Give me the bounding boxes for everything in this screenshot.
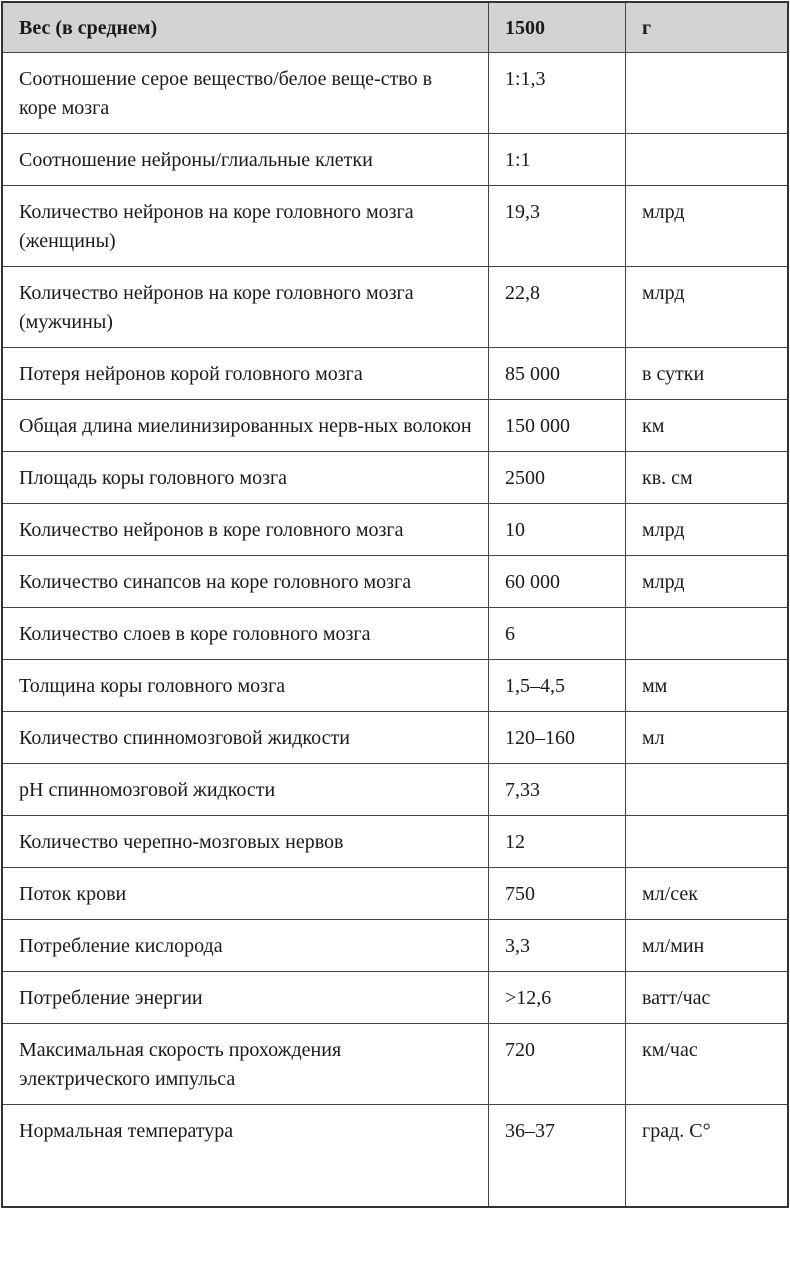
header-unit: г [626, 2, 789, 53]
cell-value: 1:1 [489, 134, 626, 186]
table-row [2, 186, 788, 267]
table-row [2, 1024, 788, 1105]
cell-parameter: Площадь коры головного мозга [2, 452, 489, 504]
cell-parameter: Количество нейронов на коре головного мозга (женщины) [2, 186, 489, 267]
header-parameter: Вес (в среднем) [2, 2, 489, 53]
cell-unit: мм [626, 660, 789, 712]
cell-unit [626, 764, 789, 816]
cell-value: 10 [489, 504, 626, 556]
cell-parameter: Поток крови [2, 868, 489, 920]
cell-parameter: Количество нейронов в коре головного мозга [2, 504, 489, 556]
cell-parameter: Количество слоев в коре головного мозга [2, 608, 489, 660]
cell-unit [626, 816, 789, 868]
cell-parameter: Количество черепно-мозговых нервов [2, 816, 489, 868]
cell-value: >12,6 [489, 972, 626, 1024]
cell-parameter: Нормальная температура [2, 1105, 489, 1208]
cell-unit: км/час [626, 1024, 789, 1105]
cell-value: 19,3 [489, 186, 626, 267]
table-row [2, 504, 788, 556]
cell-parameter: Количество синапсов на коре головного мозга [2, 556, 489, 608]
table-row [2, 1105, 788, 1208]
cell-parameter: Потребление кислорода [2, 920, 489, 972]
table-row [2, 712, 788, 764]
cell-parameter: Потеря нейронов корой головного мозга [2, 348, 489, 400]
cell-parameter: Толщина коры головного мозга [2, 660, 489, 712]
cell-parameter: Соотношение нейроны/глиальные клетки [2, 134, 489, 186]
cell-value: 3,3 [489, 920, 626, 972]
cell-unit: млрд [626, 556, 789, 608]
table-header-row [2, 2, 788, 53]
cell-value: 150 000 [489, 400, 626, 452]
table-row [2, 868, 788, 920]
cell-value: 12 [489, 816, 626, 868]
cell-unit: млрд [626, 267, 789, 348]
cell-parameter: Потребление энергии [2, 972, 489, 1024]
cell-value: 7,33 [489, 764, 626, 816]
cell-parameter: Общая длина миелинизированных нерв-ных волокон [2, 400, 489, 452]
cell-unit: град. С° [626, 1105, 789, 1208]
cell-unit [626, 53, 789, 134]
cell-value: 750 [489, 868, 626, 920]
cell-parameter: Количество нейронов на коре головного мозга (мужчины) [2, 267, 489, 348]
cell-value: 22,8 [489, 267, 626, 348]
cell-value: 1,5–4,5 [489, 660, 626, 712]
cell-unit: мл/сек [626, 868, 789, 920]
table-row [2, 608, 788, 660]
cell-unit: кв. см [626, 452, 789, 504]
cell-unit: км [626, 400, 789, 452]
table-row [2, 816, 788, 868]
cell-unit: мл [626, 712, 789, 764]
table-row [2, 134, 788, 186]
cell-value: 1:1,3 [489, 53, 626, 134]
table-row [2, 660, 788, 712]
cell-parameter: Количество спинномозговой жидкости [2, 712, 489, 764]
cell-unit: ватт/час [626, 972, 789, 1024]
cell-unit: в сутки [626, 348, 789, 400]
cell-unit: млрд [626, 504, 789, 556]
cell-value: 85 000 [489, 348, 626, 400]
cell-value: 36–37 [489, 1105, 626, 1208]
table-row [2, 53, 788, 134]
table-row [2, 764, 788, 816]
cell-value: 2500 [489, 452, 626, 504]
header-value: 1500 [489, 2, 626, 53]
table-row [2, 400, 788, 452]
table-row [2, 452, 788, 504]
cell-parameter: Максимальная скорость прохождения электрического импульса [2, 1024, 489, 1105]
cell-unit [626, 134, 789, 186]
table-row [2, 556, 788, 608]
table-row [2, 920, 788, 972]
cell-value: 6 [489, 608, 626, 660]
cell-value: 720 [489, 1024, 626, 1105]
cell-unit [626, 608, 789, 660]
cell-unit: мл/мин [626, 920, 789, 972]
cell-value: 120–160 [489, 712, 626, 764]
table-row [2, 972, 788, 1024]
table-row [2, 348, 788, 400]
cell-value: 60 000 [489, 556, 626, 608]
cell-parameter: pH спинномозговой жидкости [2, 764, 489, 816]
brain-facts-table [1, 1, 789, 1208]
cell-unit: млрд [626, 186, 789, 267]
table-row [2, 267, 788, 348]
cell-parameter: Соотношение серое вещество/белое веще-ство в коре мозга [2, 53, 489, 134]
